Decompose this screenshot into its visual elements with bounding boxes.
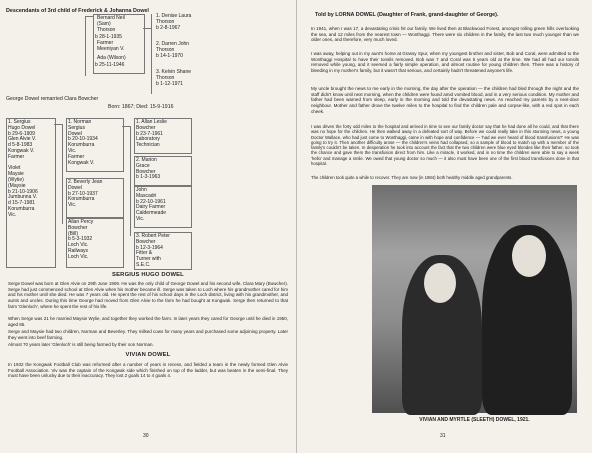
paragraph: Serge and Maysie had two children, Norman and Beverley. They milked cows for many years and purchased some adjoining property. Later they went into beef farming. — [8, 329, 288, 340]
genealogy-title: Descendants of 3rd child of Frederick & Johanna Dowel — [6, 8, 149, 14]
paragraph: I was away, helping out in my aunt's home at Grassy Spur, when my youngest brother and sister, Bob and Coral, were admitted to the Wonthaggi Hospital to have their tonsils removed. Bob was 7 and Coral was 5 years old at the time. We had all had our tonsils removed while young, and it seemed a fairly simple operation, and almost routine for young children then. There was a history of bleeding in my mother's family, but it wasn't that serious, and certainly hadn't threatened anyone's life. — [311, 51, 579, 74]
photo-caption: VIVIAN AND MYRTLE (SLEETH) DOWEL, 1921. — [419, 417, 530, 423]
sibling-name: Bernard Neil (Sam) Thorson — [97, 15, 125, 33]
tree-line — [122, 126, 130, 127]
paragraph: In 1932 the Kongwak Football Club was reformed after a number of years in recess, and fielded a team in the newly formed Glen Alvie Football Association. Viv was the captain of the Kongwak side which finished on top of the ladder, but was beaten in the semi-final. They must have been unlucky due to their inaccuracy. They lost 2 goals 14 to 4 goals 4. — [8, 362, 288, 379]
sergius-entry: 1. Sergius Hugo Dowel b 29-6-1909 Glen Alvie V. d 5-8-1983 Kongwak V. Farmer Violet Maysie (Wytie) (Maysie b 21-10-1906 Jumbunna V. d 15-7-1981 Korumburra Vic. — [8, 119, 38, 218]
paragraph: My uncle brought the news to me early in the morning, the day after the operation — the children had bled through the night and the staff didn't know until next morning, when the children were found amid vomited blood, and in a very serious condition. My mother and father had been warned from sleep, early in the morning and told the devastating news. As reached my parents by a next-door neighbour. Mother and father drove the twelve miles to the hospital to find the children pale and corpse-like, with a red spot in each cheek. — [311, 86, 579, 114]
page-number: 30 — [143, 433, 149, 439]
paragraph: In 1941, when I was 17, a devastating crisis hit our family. We lived then at Blackwood Forest, amongst rolling green hills overlooking the sea, and 12 miles from the nearest town — Wonthaggi. There were six children in the family, the last two much younger than we older ones, and therefore, very much loved. — [311, 26, 579, 43]
remarried-line: George Dowel remarried Clara Bowcher — [6, 96, 99, 102]
beverly-entry: 2. Beverly Jean Dowel b 27-10-1937 Korumburra Vic. — [68, 179, 103, 209]
paragraph: Almost 70 years later 'Glenloch' is still being farmed by their son Norman. — [8, 342, 154, 347]
child-born: b 2-8-1967 — [156, 25, 181, 31]
tree-line — [143, 28, 151, 29]
marion-entry: 2. Marion Grace Bowcher b 1-3-1963 — [136, 157, 161, 181]
man-face — [424, 263, 456, 303]
page-number: 31 — [440, 433, 446, 439]
child-born: b 14-1-1970 — [156, 53, 183, 59]
story-heading: Told by LORNA DOWEL (Daughter of Frank, grand-daughter of George). — [315, 12, 499, 18]
sibling-spouse-born: b 25-11-1946 — [95, 62, 125, 68]
child-name: 1. Denise Laura Thorson — [156, 13, 192, 25]
paragraph: The children took quite a while to recover. They are now (in 1984) both healthy middle aged grandparents. — [311, 175, 513, 180]
child-name: 2. Darren John Thorson — [156, 41, 190, 53]
tree-line — [85, 16, 86, 76]
tree-line — [151, 14, 152, 94]
robert-entry: 3. Robert Peter Bowcher b 12-3-1964 Fitter & Turner with S.E.C. — [136, 233, 170, 268]
child-born: b 1-12-1971 — [156, 81, 183, 87]
right-page — [297, 0, 592, 453]
tree-line — [62, 124, 63, 224]
sibling-job: Farmer Meeniyan V. — [97, 40, 125, 52]
child-name: 3. Kelvin Shane Thorson — [156, 69, 192, 81]
allan-leslie-entry: 1. Allan Leslie Bowcher b 23-7-1961 Laboratory Technician — [136, 119, 167, 149]
norman-entry: 1. Norman Sergius Dowel b 20-10-1934 Korumburra Vic. Farmer Kongwak V. — [68, 119, 98, 166]
section-heading: VIVIAN DOWEL — [125, 352, 171, 358]
tree-line — [130, 126, 131, 236]
tree-line — [85, 16, 93, 17]
john-entry: John Mascadri b 22-10-1961 Dairy Farmer Caldermeade Vic. — [136, 187, 167, 222]
tree-line — [54, 124, 62, 125]
woman-face — [512, 235, 546, 277]
couple-photo — [372, 185, 577, 413]
allan-percy-entry: Allan Percy Bowcher (Bill) b 5-3-1932 Loch Vic. Railways Loch Vic. — [68, 219, 94, 260]
sibling-born: b 28-1-1935 — [95, 34, 122, 40]
sibling-spouse: Ada (Wilson) — [97, 55, 126, 61]
paragraph: Serge Dowel was born at Glen Alvie on 29th June 1909. He was the only child of George Dowel and his second wife, Clara Mary (Bowcher). Serge had just commenced school at Glen Alvie when his mother became ill. Serge was taken to Loch where his grandmother cared for him and his mother until she died. He was 7 years old. He spent the rest of his school days in the Loch district, living with his grandmother, and aunts and uncles. During this time George had moved from Glen Alvie to the farm he had bought at Kongwak. Serge then returned to that farm 'Glenloch', where he spent the rest of his life. — [8, 281, 288, 309]
paragraph: When Serge was 21 he married Maysie Wylie, and together they worked the farm. In later years they cared for George until he died in 1950, aged 85. — [8, 316, 288, 327]
section-heading: SERGIUS HUGO DOWEL — [112, 272, 184, 278]
paragraph: I was driven the forty odd miles to the hospital and arrived in time to see our family doctor say that he had done all he could, and that there was no hope for the children. He then walked away in a defeated sort of way. Before we could really take in this stunning news, a young Doctor Wallace, who had just come to Wonthaggi, came in with hope and confidence — 'had we ever heard of blood transfusions?' He was going to try it. Then another difficulty arose — the children's veins had collapsed, so a sample of blood to match up with a member of the family's couldn't be taken. In desperation he took into account the fact that the two children were blue eyed blondes like their father, so took the chance and gave them the transfusion direct from him. Like a miracle, it worked, and in no time the children were able to say a week 'hello' and manage a smile. We owed that young doctor so much — it also must have been one of the first blood transfusions done in that hospital. — [311, 124, 579, 167]
born-died-line: Born: 1867; Died: 15-9-1916 — [108, 104, 174, 110]
